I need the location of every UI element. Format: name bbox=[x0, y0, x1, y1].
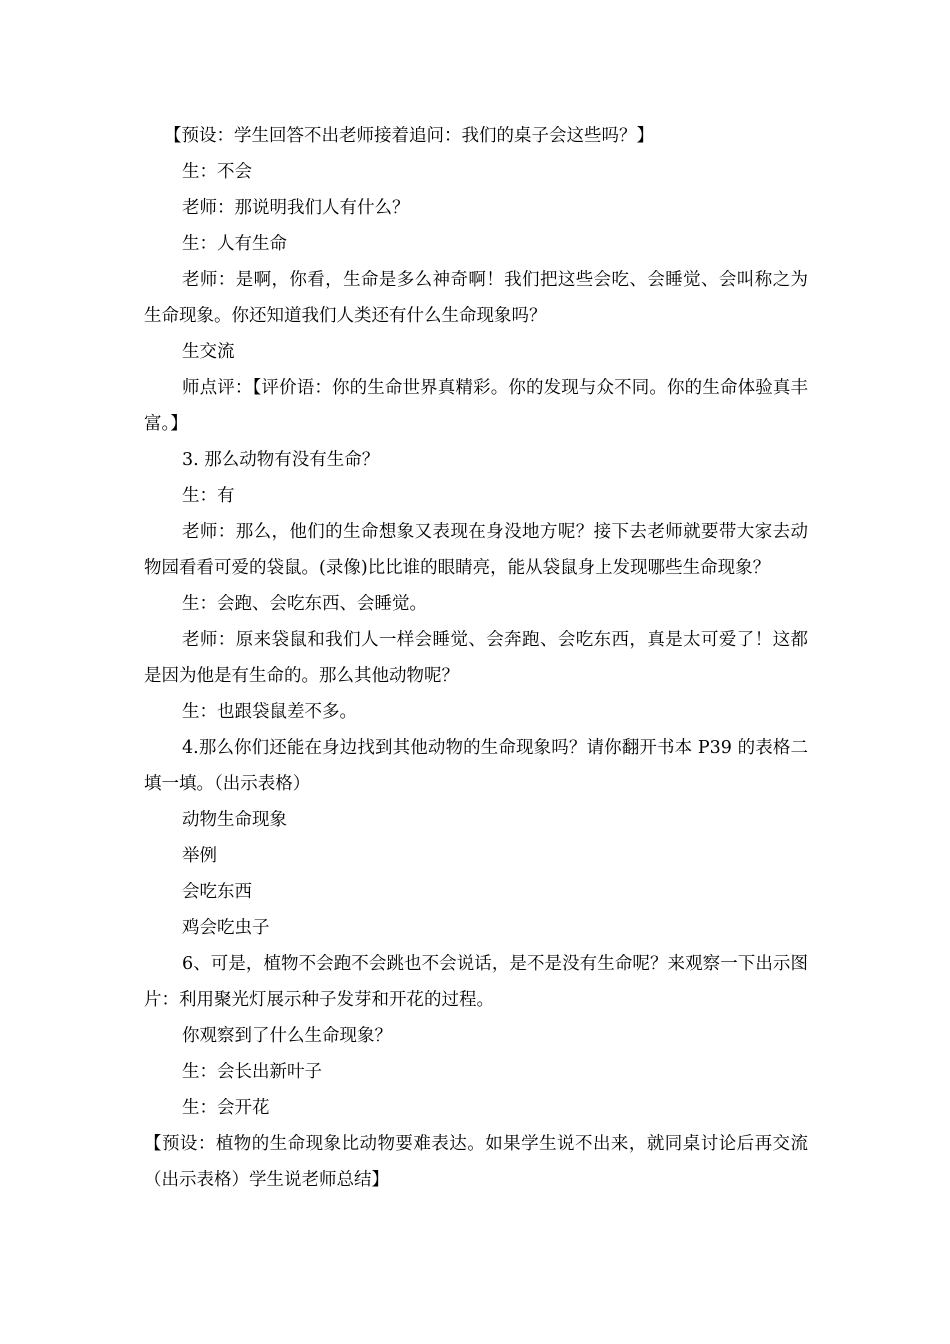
table-cell-phenomenon: 会吃东西 bbox=[182, 882, 252, 902]
table-header-example: 举例 bbox=[182, 846, 217, 866]
document-body bbox=[144, 118, 808, 1198]
observation-question: 你观察到了什么生命现象？ bbox=[182, 1026, 392, 1046]
student-line-7: 生：会开花 bbox=[182, 1098, 270, 1118]
student-line-1: 生：不会 bbox=[182, 162, 252, 182]
preset-note-2: 【预设：植物的生命现象比动物要难表达。如果学生说不出来，就同桌讨论后再交流（出示表格）学生说老师总结】 bbox=[144, 1134, 808, 1190]
table-cell-example: 鸡会吃虫子 bbox=[182, 918, 270, 938]
student-line-3: 生：有 bbox=[182, 486, 235, 506]
teacher-comment: 师点评：【评价语：你的生命世界真精彩。你的发现与众不同。你的生命体验真丰富。】 bbox=[144, 378, 808, 434]
student-line-2: 生：人有生命 bbox=[182, 234, 287, 254]
preset-note-1: 【预设：学生回答不出老师接着追问：我们的桌子会这些吗？】 bbox=[164, 126, 654, 146]
student-line-5: 生：也跟袋鼠差不多。 bbox=[182, 702, 357, 722]
step-6-plants: 6、可是，植物不会跑不会跳也不会说话，是不是没有生命呢？来观察一下出示图片：利用聚光灯展示种子发芽和开花的过程。 bbox=[144, 954, 808, 1010]
step-4-instruction: 4.那么你们还能在身边找到其他动物的生命现象吗？请你翻开书本 P39 的表格二填一填。（出示表格） bbox=[144, 738, 808, 794]
step-3-question: 3. 那么动物有没有生命？ bbox=[182, 450, 380, 470]
teacher-line-3: 老师：那么，他们的生命想象又表现在身没地方呢？接下去老师就要带大家去动物园看看可爱的袋鼠。(录像)比比谁的眼睛亮，能从袋鼠身上发现哪些生命现象？ bbox=[144, 522, 808, 578]
table-header-phenomenon: 动物生命现象 bbox=[182, 810, 287, 830]
student-line-6: 生：会长出新叶子 bbox=[182, 1062, 322, 1082]
teacher-line-2: 老师：是啊，你看，生命是多么神奇啊！我们把这些会吃、会睡觉、会叫称之为生命现象。你还知道我们人类还有什么生命现象吗？ bbox=[144, 270, 808, 326]
student-line-4: 生：会跑、会吃东西、会睡觉。 bbox=[182, 594, 427, 614]
teacher-line-4: 老师：原来袋鼠和我们人一样会睡觉、会奔跑、会吃东西，真是太可爱了！这都是因为他是有生命的。那么其他动物呢？ bbox=[144, 630, 808, 686]
student-exchange: 生交流 bbox=[182, 342, 235, 362]
teacher-line-1: 老师：那说明我们人有什么？ bbox=[182, 198, 410, 218]
